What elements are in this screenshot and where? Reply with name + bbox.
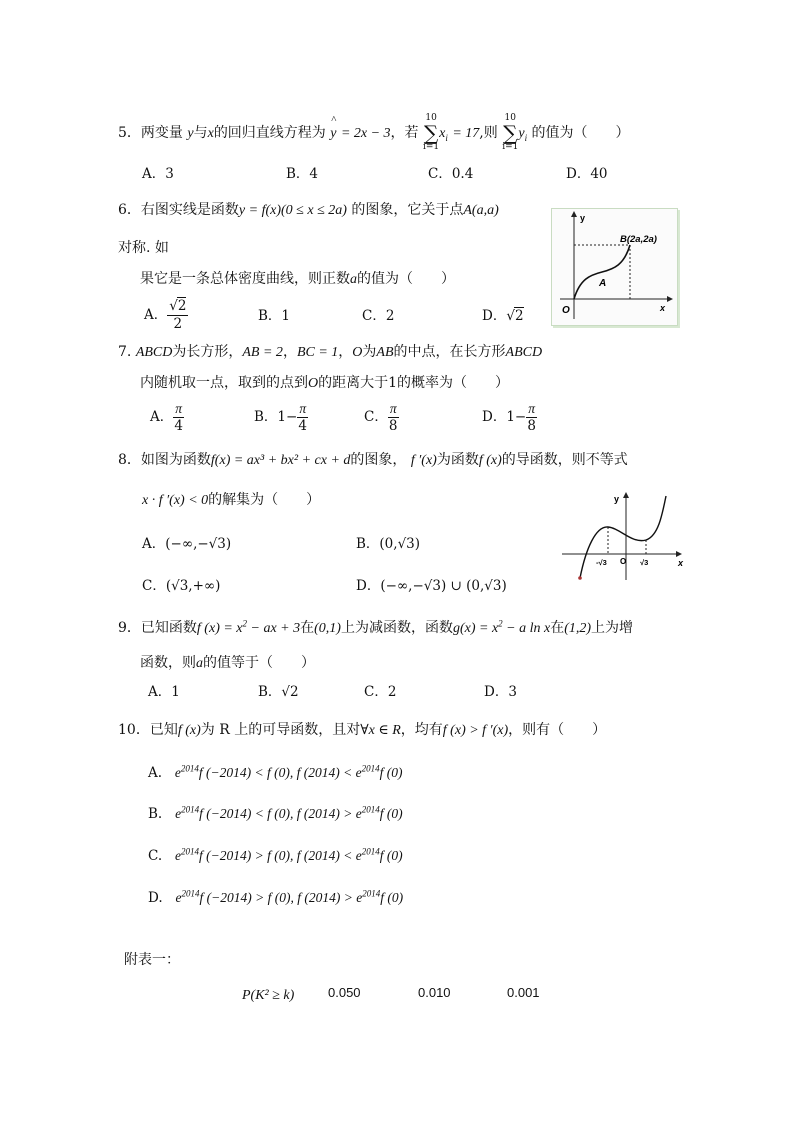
- q9-option-a[interactable]: A．1: [148, 684, 180, 700]
- svg-text:-√3: -√3: [596, 558, 607, 567]
- density-curve: [574, 245, 630, 299]
- q6-line2: 对称. 如: [118, 240, 169, 256]
- q8-line2: x · f ′(x) < 0的解集为（ ）: [142, 492, 321, 508]
- q9-stem: 9．已知函数f $(x) = x^2$ − ax + 3在(0,1)上为减函数，函数$g(x) = x^2 - a$ ln x在(1,2)上为增: [118, 618, 634, 636]
- appendix-value-1: 0.050: [328, 985, 361, 1000]
- q6-stem: 6．右图实线是函数y = f(x)(0 ≤ x ≤ 2a) 的图象，它关于点A(a,a): [118, 202, 499, 218]
- q9-option-c[interactable]: C．2: [364, 684, 397, 700]
- q8-graph: [558, 490, 688, 582]
- svg-text:x: x: [660, 303, 666, 313]
- q6-figure: [551, 208, 678, 326]
- y-arrow-icon: [571, 211, 577, 217]
- q5-option-b[interactable]: B．4: [286, 166, 319, 182]
- q7-option-a[interactable]: A． $\frac{\pi}{4}$: [150, 401, 183, 434]
- q5-option-d[interactable]: D．40: [566, 166, 608, 182]
- q6-option-b[interactable]: B．1: [258, 308, 291, 324]
- q10-stem: 10．已知f (x)为 R 上的可导函数，且对∀x ∈ R，均有f (x) > f ′(x)，则有（ ）: [118, 722, 607, 738]
- svg-text:x: x: [678, 558, 684, 568]
- q10-option-c[interactable]: C. $e^{2014}f$ (−2014) > f (0), f $(2014) < e^{2014}f$ (0): [148, 846, 403, 864]
- q10-option-d[interactable]: D. $e^{2014}f$ (−2014) > f (0), f $(2014) > e^{2014}f$ (0): [148, 888, 404, 906]
- q6-option-c[interactable]: C．2: [362, 308, 395, 324]
- q5-option-a[interactable]: A．3: [142, 166, 174, 182]
- q9-option-d[interactable]: D．3: [484, 684, 517, 700]
- q9-option-b[interactable]: B．√2: [258, 684, 299, 700]
- summation-1: 10 ∑ i=1: [423, 113, 440, 152]
- svg-text:A: A: [599, 278, 607, 289]
- q6-line3: 果它是一条总体密度曲线，则正数a的值为（ ）: [140, 271, 455, 287]
- q8-figure: [558, 490, 688, 582]
- q7-line2: 内随机取一点，取到的点到O的距离大于1的概率为（ ）: [140, 375, 510, 391]
- svg-text:O: O: [620, 557, 627, 566]
- q9-line2: 函数，则a的值等于（ ）: [140, 655, 315, 671]
- appendix-value-2: 0.010: [418, 985, 451, 1000]
- x-arrow-icon: [676, 551, 682, 557]
- q8-option-c[interactable]: C．(√3,+∞): [142, 578, 221, 594]
- q5-option-c[interactable]: C．0.4: [428, 166, 474, 182]
- y-arrow-icon: [623, 492, 629, 498]
- q7-option-c[interactable]: C． $\frac{\pi}{8}$: [364, 401, 398, 434]
- q10-option-b[interactable]: B. $e^{2014}f$ (−2014) < f (0), f $(2014) > e^{2014}f$ (0): [148, 804, 403, 822]
- x-arrow-icon: [667, 296, 673, 302]
- svg-text:O: O: [562, 305, 570, 316]
- q7-option-d[interactable]: D．1− $\frac{\pi}{8}$: [482, 401, 536, 434]
- q5-stem: 5．两变量 y与x的回归直线方程为 y ^ = 2x − 3，若 10 ∑ i=1 $x_i = 17$,则 10 ∑ i=1 $y_i$ 的值为（ ）: [118, 113, 630, 152]
- q8-stem: 8．如图为函数f(x) = ax³ + bx² + cx + d的图象， f ′(x)为函数f (x)的导函数，则不等式: [118, 452, 628, 468]
- svg-text:√3: √3: [640, 558, 649, 567]
- q6-option-a[interactable]: A． $\frac{√2}{2}$: [144, 298, 187, 332]
- q7-stem: 7. ABCD为长方形，AB = 2，BC = 1，O为AB的中点，在长方形ABCD: [118, 344, 543, 360]
- curve-endpoint: [578, 576, 582, 580]
- q10-option-a[interactable]: A. $e^{2014}f$ (−2014) < f (0), f $(2014) < e^{2014}f$ (0): [148, 763, 403, 781]
- q8-option-d[interactable]: D．(−∞,−√3) ∪ (0,√3): [356, 578, 507, 594]
- summation-2: 10 ∑ i=1: [502, 113, 519, 152]
- q6-graph: [552, 209, 677, 325]
- svg-text:B(2a,2a): B(2a,2a): [620, 234, 657, 245]
- q6-option-d[interactable]: D．√2: [482, 308, 524, 324]
- appendix-value-3: 0.001: [507, 985, 540, 1000]
- q7-option-b[interactable]: B．1− $\frac{\pi}{4}$: [254, 401, 307, 434]
- svg-text:y: y: [580, 213, 586, 223]
- q8-option-a[interactable]: A．(−∞,−√3): [142, 536, 232, 552]
- q8-option-b[interactable]: B．(0,√3): [356, 536, 421, 552]
- appendix-title: 附表一：: [124, 952, 180, 968]
- appendix-header: P(K² ≥ k): [242, 988, 295, 1003]
- svg-text:y: y: [614, 494, 620, 504]
